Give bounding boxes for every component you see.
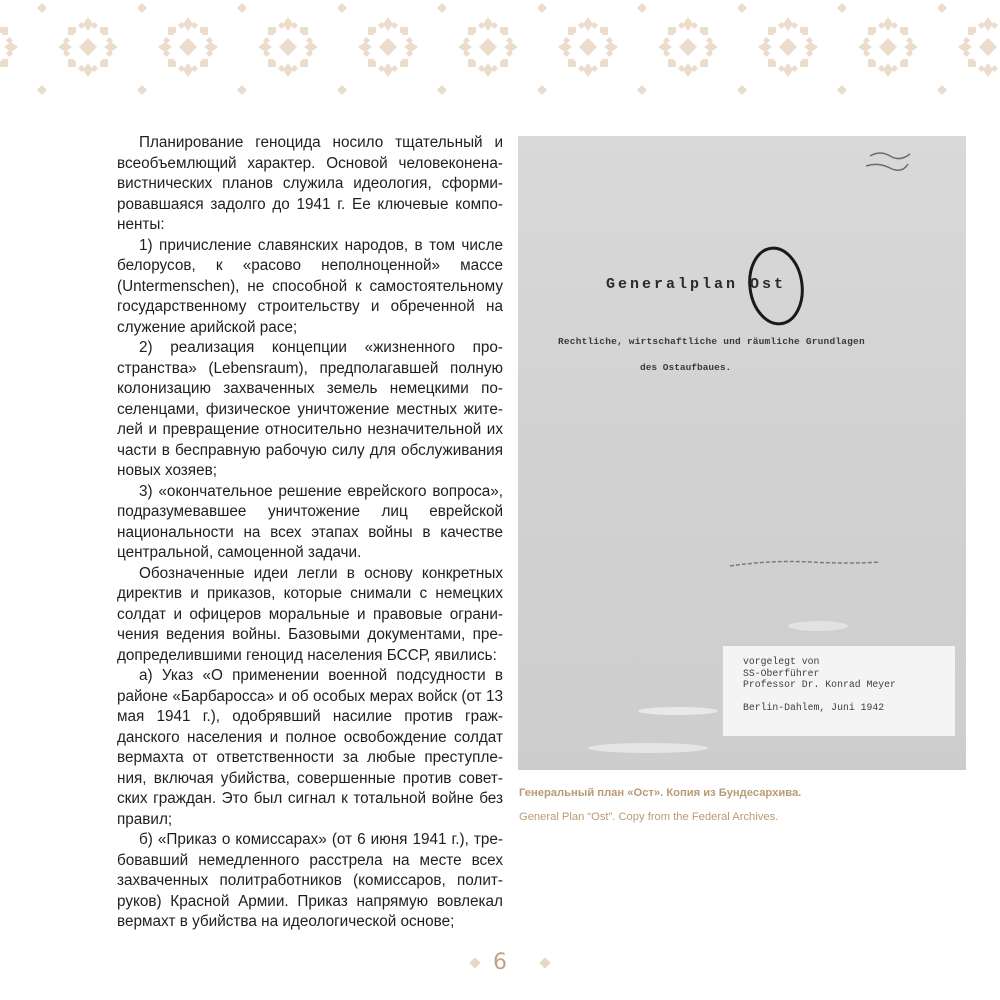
paragraph-intro: Планирование геноцида носило тщательный и всеобъемлющий характер. Основой человеконенавистнических планов служила идеология, сформировавшаяся задолго до 1941 г. Ее ключевые компоненты: bbox=[117, 134, 503, 233]
paragraph-decree-a: а) Указ «О применении военной подсудности в районе «Барбаросса» и об особых мерах войск (от 13 мая 1941 г.), одобрявший насилие против гражданского населения и полное освобождение солдат вермахта от ответственности за любые преступления, включая убийства, совершенные против советских граждан. Это был сигнал к тотальной войне без правил; bbox=[117, 667, 503, 828]
page-number: 6 bbox=[493, 950, 507, 975]
stamp-line: SS-Oberführer bbox=[743, 667, 820, 679]
stamp-line: Berlin-Dahlem, Juni 1942 bbox=[743, 701, 885, 713]
document-subtitle-line-2: des Ostaufbaues. bbox=[640, 362, 732, 373]
paragraph-point-1: 1) причисление славянских народов, в том числе белорусов, к «расово неполноценной» массе (Untermenschen), не способной к самостоятельному государственному строительству и обреченной на служение арийской расе; bbox=[117, 236, 503, 336]
paragraph-directives: Обозначенные идеи легли в основу конкретных директив и приказов, которые снимали с немецких солдат и офицеров моральные и правовые ограничения ведения войны. Базовыми документами, предопределившими геноцид населения БССР, явились: bbox=[117, 564, 503, 664]
paragraph-point-3: 3) «окончательное решение еврейского вопроса», подразумевавшее уничтожение лиц еврейской национальности на всех этапах войны в качестве центральной, самоценной задачи. bbox=[117, 482, 503, 561]
document-author-label bbox=[723, 646, 955, 736]
paragraph-order-b: б) «Приказ о комиссарах» (от 6 июня 1941 г.), требовавший немедленного расстрела на месте всех захваченных политработников (комиссаров, политруков) Красной Армии. Приказ напрямую вовлекал вермахт в убийства на идеологической основе; bbox=[117, 831, 503, 930]
ornament-band bbox=[0, 0, 1000, 100]
body-text-column bbox=[117, 133, 503, 933]
caption-english: General Plan “Ost”. Copy from the Federal Archives. bbox=[519, 811, 779, 823]
document-title: Generalplan Ost bbox=[606, 276, 787, 293]
document-photo bbox=[518, 136, 966, 770]
stamp-line: Professor Dr. Konrad Meyer bbox=[743, 679, 896, 690]
snowflake-ornament-icon bbox=[0, 0, 1000, 100]
stamp-line: vorgelegt von bbox=[743, 656, 820, 667]
paragraph-point-2: 2) реализация концепции «жизненного пространства» (Lebensraum), предполагавшей полную колонизацию захваченных земель немецкими поселенцами, физическое уничтожение местных жителей и превращение относительно незначительной их части в бесправную рабочую силу для обслуживания новых хозяев; bbox=[117, 339, 503, 479]
caption-russian: Генеральный план «Ост». Копия из Бундесархива. bbox=[519, 787, 802, 799]
document-subtitle-line-1: Rechtliche, wirtschaftliche und räumliche Grundlagen bbox=[558, 336, 865, 347]
